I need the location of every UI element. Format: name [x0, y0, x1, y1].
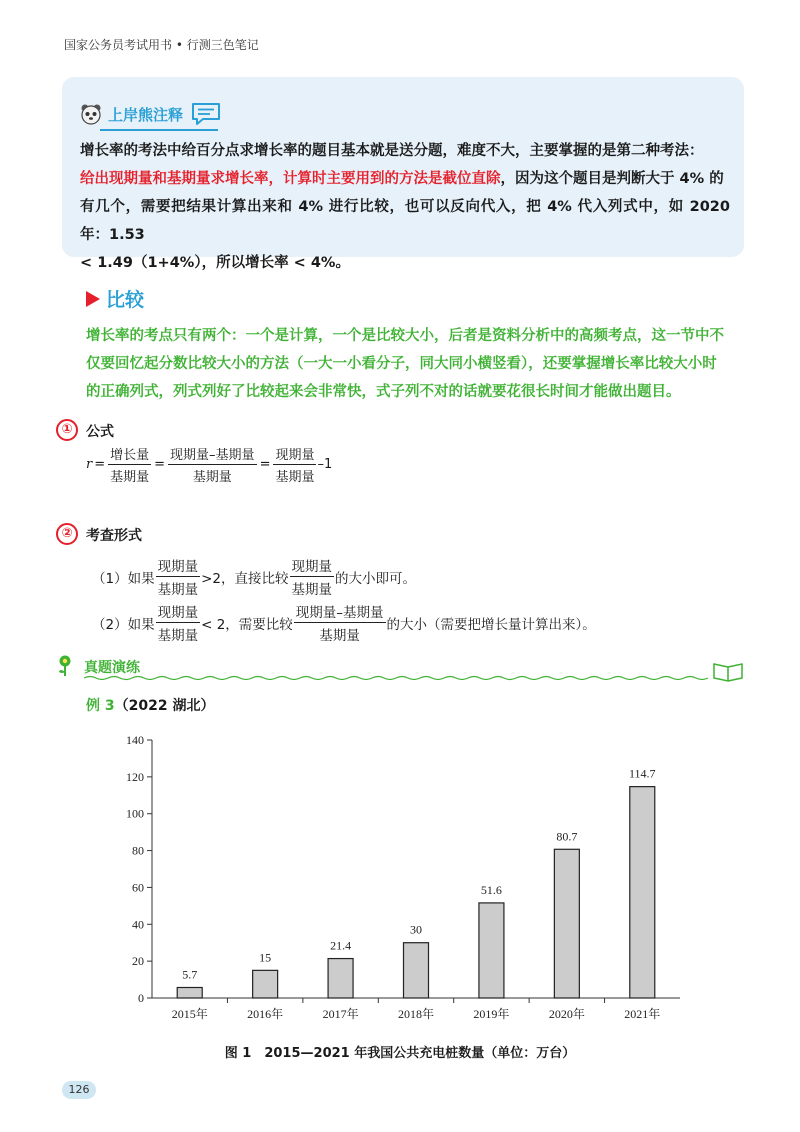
- running-header: 国家公务员考试用书 • 行测三色笔记: [64, 38, 259, 52]
- annotation-line-tail: ，因为这个题目是判断大于 4% 的: [500, 171, 724, 187]
- bar-value-label: 80.7: [556, 829, 578, 844]
- condition-2: [92, 601, 596, 644]
- numerator: 现期量: [273, 444, 316, 465]
- number-badge-2: ②: [56, 523, 78, 545]
- bar: [479, 903, 504, 998]
- annotation-box: [62, 77, 744, 271]
- y-tick-label: 100: [126, 806, 144, 821]
- practice-banner: [56, 652, 746, 688]
- x-tick-label: 2020年: [548, 1007, 585, 1021]
- x-tick-label: 2015年: [171, 1007, 208, 1021]
- numerator: 现期量: [290, 555, 335, 577]
- formula-equals: =: [94, 457, 106, 472]
- formula-equals: =: [259, 457, 271, 472]
- bar: [253, 970, 278, 998]
- annotation-body: [80, 137, 730, 277]
- bar-value-label: 15: [259, 950, 272, 965]
- fraction-difference-over-base: [294, 601, 386, 644]
- bar-chart: [110, 732, 690, 1038]
- x-tick-label: 2019年: [473, 1007, 510, 1021]
- x-tick-label: 2017年: [322, 1007, 359, 1021]
- annotation-title-text: 上岸熊注释: [108, 105, 184, 124]
- growth-rate-formula: [86, 444, 332, 485]
- condition-1: [92, 555, 416, 598]
- bar-value-label: 21.4: [330, 938, 352, 953]
- bear-mascot-icon: [80, 103, 102, 125]
- fraction-difference-over-base: [168, 444, 257, 485]
- denominator: 基期量: [157, 582, 199, 598]
- example-source: （2022 湖北）: [114, 698, 215, 714]
- condition-middle: < 2，需要比较: [201, 616, 293, 633]
- numerator: 现期量–基期量: [168, 444, 257, 465]
- y-tick-label: 20: [132, 954, 144, 969]
- bar: [554, 849, 579, 998]
- annotation-line: 有几个，需要把结果计算出来和 4% 进行比较，也可以反向代入，把 4% 代入列式中，如 2020 年：1.53: [80, 199, 730, 243]
- fraction-current-over-base: [290, 555, 335, 598]
- practice-banner-graphic: [56, 652, 746, 688]
- formula-lhs: r: [86, 457, 93, 472]
- annotation-title-underline: [100, 129, 218, 131]
- numerator: 现期量: [156, 555, 201, 577]
- section-intro: 增长率的考点只有两个：一个是计算，一个是比较大小，后者是资料分析中的高频考点，这一节中不仅要回忆起分数比较大小的方法（一大一小看分子，同大同小横竖看），还要掌握增长率比较大小时的正确列式，列式列好了比较起来会非常快，式子列不对的话就要花很长时间才能做出题目。: [86, 328, 724, 400]
- fraction-current-over-base: [156, 601, 201, 644]
- y-tick-label: 0: [138, 991, 144, 1005]
- page-number: 126: [62, 1081, 96, 1099]
- fraction-current-over-base: [273, 444, 316, 485]
- y-tick-label: 60: [132, 880, 144, 895]
- example-label: [86, 695, 214, 715]
- bar-value-label: 30: [410, 922, 422, 937]
- formula-minus-one: –1: [317, 457, 333, 472]
- bar-value-label: 51.6: [480, 882, 502, 897]
- section-title: 比较: [106, 289, 145, 311]
- y-tick-label: 140: [126, 733, 144, 747]
- practice-title: 真题演练: [84, 660, 140, 676]
- section-heading: [86, 285, 144, 312]
- speech-bubble-icon: [191, 102, 221, 126]
- condition-middle: >2，直接比较: [201, 570, 289, 587]
- denominator: 基期量: [275, 470, 315, 485]
- chart-caption: 图 1 2015—2021 年我国公共充电桩数量（单位：万台）: [224, 1046, 576, 1061]
- condition-suffix: 的大小（需要把增长量计算出来）。: [386, 616, 596, 633]
- bar-value-label: 114.7: [629, 766, 656, 781]
- denominator: 基期量: [157, 628, 199, 644]
- fraction-current-over-base: [156, 555, 201, 598]
- triangle-bullet-icon: [86, 291, 100, 307]
- numerator: 现期量: [156, 601, 201, 623]
- formula-equals: =: [154, 457, 166, 472]
- denominator: 基期量: [110, 470, 150, 485]
- bar-value-label: 5.7: [182, 967, 198, 982]
- bar: [177, 987, 202, 998]
- annotation-line: 增长率的考法中给百分点求增长率的题目基本就是送分题，难度不大，主要掌握的是第二种考法：: [80, 143, 704, 159]
- y-tick-label: 40: [132, 917, 144, 932]
- x-tick-label: 2021年: [624, 1007, 661, 1021]
- annotation-line: [80, 165, 730, 193]
- condition-suffix: 的大小即可。: [335, 570, 416, 587]
- annotation-line: < 1.49（1+4%），所以增长率 < 4%。: [80, 255, 350, 271]
- y-tick-label: 80: [132, 843, 144, 858]
- numerator: 增长量: [108, 444, 151, 465]
- condition-prefix: （2）如果: [92, 616, 155, 633]
- x-tick-label: 2016年: [247, 1007, 284, 1021]
- formula-heading: 公式: [86, 424, 114, 440]
- annotation-title: [80, 99, 221, 129]
- example-number: 例 3: [86, 698, 115, 714]
- bar: [404, 943, 429, 998]
- fraction-increase-over-base: [108, 444, 151, 485]
- x-tick-label: 2018年: [397, 1007, 435, 1021]
- bar: [630, 787, 655, 998]
- exam-form-heading: 考查形式: [86, 528, 142, 544]
- bar: [328, 959, 353, 998]
- denominator: 基期量: [319, 628, 360, 644]
- condition-prefix: （1）如果: [92, 570, 155, 587]
- denominator: 基期量: [291, 582, 332, 598]
- number-badge-1: ①: [56, 419, 78, 441]
- denominator: 基期量: [192, 470, 232, 485]
- numerator: 现期量–基期量: [294, 601, 386, 623]
- annotation-highlight: 给出现期量和基期量求增长率，计算时主要用到的方法是截位直除: [80, 171, 501, 187]
- y-tick-label: 120: [126, 769, 144, 784]
